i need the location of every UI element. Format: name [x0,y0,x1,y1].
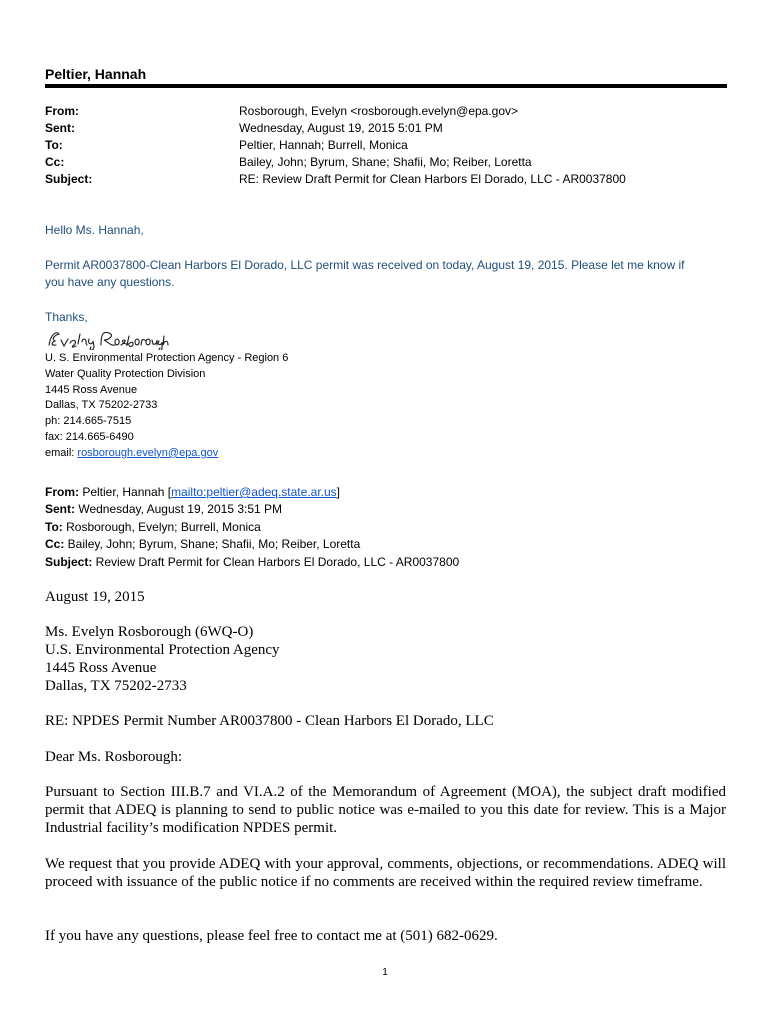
fwd-subject-line [45,555,459,569]
fwd-subject-label: Subject: [45,555,93,569]
fwd-to-value: Rosborough, Evelyn; Burrell, Monica [62,520,261,534]
sig-line: U. S. Environmental Protection Agency - Region 6 [45,352,289,364]
address-line: Dallas, TX 75202-2733 [45,678,187,694]
fwd-cc-line [45,537,360,551]
fwd-from-line [45,485,340,499]
fwd-subject-value: Review Draft Permit for Clean Harbors El Dorado, LLC - AR0037800 [92,555,460,569]
header-sent-label: Sent: [45,121,75,135]
letter-salutation: Dear Ms. Rosborough: [45,749,183,765]
fwd-from-mailto-link[interactable]: mailto:peltier@adeq.state.ar.us [171,485,337,499]
fwd-from-value: Peltier, Hannah [ [79,485,172,499]
header-subject-label: Subject: [45,172,93,186]
fwd-sent-label: Sent: [45,502,75,516]
sig-email-link[interactable]: rosborough.evelyn@epa.gov [77,446,219,459]
mailbox-owner-name: Peltier, Hannah [45,66,147,82]
sig-email-line [45,446,288,462]
page-number: 1 [382,967,388,978]
header-to-value: Peltier, Hannah; Burrell, Monica [239,138,408,152]
fwd-sent-value: Wednesday, August 19, 2015 3:51 PM [75,502,283,516]
sig-line: ph: 214.665-7515 [45,415,132,428]
address-line: Ms. Evelyn Rosborough (6WQ-O) [45,624,254,640]
handwritten-signature [45,328,175,350]
header-rule [45,84,727,88]
signature-block [45,351,288,462]
header-subject-value: RE: Review Draft Permit for Clean Harbors El Dorado, LLC - AR0037800 [239,172,626,186]
fwd-cc-value: Bailey, John; Byrum, Shane; Shafii, Mo; Reiber, Loretta [64,537,361,551]
header-from-label: From: [45,104,79,118]
sig-line: fax: 214.665-6490 [45,430,134,443]
header-cc-value: Bailey, John; Byrum, Shane; Shafii, Mo; Reiber, Loretta [239,155,532,169]
header-to-label: To: [45,138,63,152]
letter-date: August 19, 2015 [45,589,145,605]
header-from-value: Rosborough, Evelyn <rosborough.evelyn@epa.gov> [239,104,519,118]
fwd-cc-label: Cc: [45,537,65,551]
sig-line: Dallas, TX 75202-2733 [45,399,158,412]
letter-paragraph-2: We request that you provide ADEQ with your approval, comments, objections, or recommendations. ADEQ will proceed with issuance of the public notice if no comments are received within the required review timeframe. [45,856,726,890]
reply-body-line1: Permit AR0037800-Clean Harbors El Dorado, LLC permit was received on today, August 19, 2015. Please let me know if [45,258,685,272]
fwd-to-label: To: [45,520,63,534]
reply-greeting: Hello Ms. Hannah, [45,223,144,237]
letter-paragraph-3: If you have any questions, please feel free to contact me at (501) 682-0629. [45,928,498,944]
address-line: 1445 Ross Avenue [45,660,157,676]
letter-address [45,623,726,695]
sig-email-label: email: [45,446,78,459]
reply-body-line2: you have any questions. [45,275,175,289]
fwd-to-line [45,520,261,534]
fwd-from-close: ] [336,485,341,499]
header-cc-label: Cc: [45,155,65,169]
header-sent-value: Wednesday, August 19, 2015 5:01 PM [239,121,443,135]
fwd-sent-line [45,502,282,516]
sig-line: 1445 Ross Avenue [45,383,138,396]
fwd-from-label: From: [45,485,79,499]
address-line: U.S. Environmental Protection Agency [45,642,280,658]
letter-re-line: RE: NPDES Permit Number AR0037800 - Clean Harbors El Dorado, LLC [45,713,494,729]
letter-paragraph-1: Pursuant to Section III.B.7 and VI.A.2 of the Memorandum of Agreement (MOA), the subject draft modified permit that ADEQ is planning to send to public notice was e-mailed to you this date for review. This is a Major Industrial facility’s modification NPDES permit. [45,784,726,836]
reply-thanks: Thanks, [45,310,88,324]
sig-line: Water Quality Protection Division [45,367,206,380]
